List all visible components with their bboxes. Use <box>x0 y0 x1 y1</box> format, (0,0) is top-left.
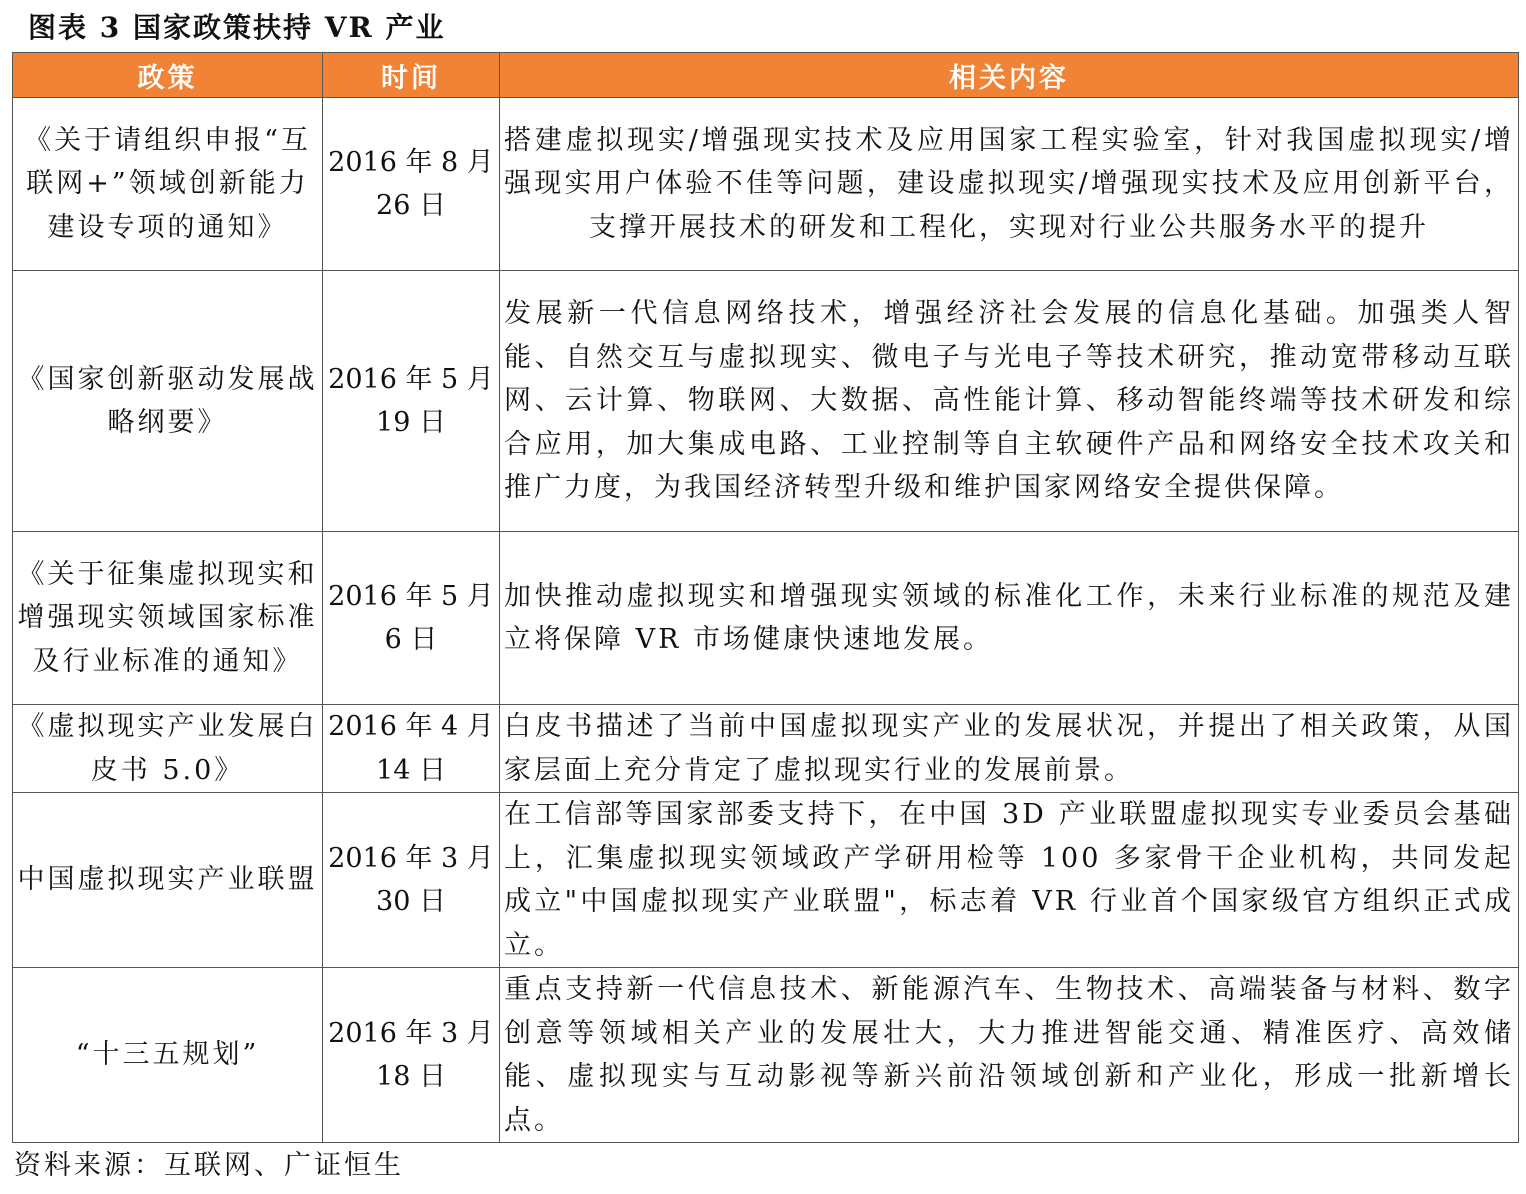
content-cell: 搭建虚拟现实/增强现实技术及应用国家工程实验室，针对我国虚拟现实/增强现实用户体验不佳等问题，建设虚拟现实/增强现实技术及应用创新平台，支撑开展技术的研发和工程化，实现对行业公共服务水平的提升 <box>500 98 1519 271</box>
time-cell: 2016 年 3 月 30 日 <box>323 793 500 968</box>
policy-cell: 《国家创新驱动发展战略纲要》 <box>13 271 323 532</box>
content-cell: 发展新一代信息网络技术，增强经济社会发展的信息化基础。加强类人智能、自然交互与虚拟现实、微电子与光电子等技术研究，推动宽带移动互联网、云计算、物联网、大数据、高性能计算、移动智能终端等技术研发和综合应用，加大集成电路、工业控制等自主软硬件产品和网络安全技术攻关和推广力度，为我国经济转型升级和维护国家网络安全提供保障。 <box>500 271 1519 532</box>
policy-cell: 《关于征集虚拟现实和增强现实领域国家标准及行业标准的通知》 <box>13 532 323 705</box>
table-row <box>13 271 1519 532</box>
policy-cell: “十三五规划” <box>13 968 323 1143</box>
header-content: 相关内容 <box>500 53 1519 98</box>
table-row <box>13 532 1519 705</box>
time-cell: 2016 年 5 月 6 日 <box>323 532 500 705</box>
time-cell: 2016 年 3 月 18 日 <box>323 968 500 1143</box>
policy-cell: 《关于请组织申报“互联网+”领域创新能力建设专项的通知》 <box>13 98 323 271</box>
content-cell: 在工信部等国家部委支持下，在中国 3D 产业联盟虚拟现实专业委员会基础上，汇集虚拟现实领域政产学研用检等 100 多家骨干企业机构，共同发起成立"中国虚拟现实产业联盟"，标志着 VR 行业首个国家级官方组织正式成立。 <box>500 793 1519 968</box>
policy-cell: 《虚拟现实产业发展白皮书 5.0》 <box>13 705 323 793</box>
policy-cell: 中国虚拟现实产业联盟 <box>13 793 323 968</box>
content-cell: 加快推动虚拟现实和增强现实领域的标准化工作，未来行业标准的规范及建立将保障 VR 市场健康快速地发展。 <box>500 532 1519 705</box>
time-cell: 2016 年 5 月 19 日 <box>323 271 500 532</box>
table-row <box>13 705 1519 793</box>
figure-caption: 图表 3 国家政策扶持 VR 产业 <box>28 11 446 44</box>
table-row <box>13 98 1519 271</box>
time-cell: 2016 年 4 月 14 日 <box>323 705 500 793</box>
table-row <box>13 968 1519 1143</box>
policy-table <box>12 52 1519 1143</box>
time-cell: 2016 年 8 月 26 日 <box>323 98 500 271</box>
source-note: 资料来源：互联网、广证恒生 <box>14 1150 404 1181</box>
table-header-row <box>13 53 1519 98</box>
header-time: 时间 <box>323 53 500 98</box>
content-cell: 重点支持新一代信息技术、新能源汽车、生物技术、高端装备与材料、数字创意等领域相关产业的发展壮大，大力推进智能交通、精准医疗、高效储能、虚拟现实与互动影视等新兴前沿领域创新和产业化，形成一批新增长点。 <box>500 968 1519 1143</box>
header-policy: 政策 <box>13 53 323 98</box>
table-row <box>13 793 1519 968</box>
content-cell: 白皮书描述了当前中国虚拟现实产业的发展状况，并提出了相关政策，从国家层面上充分肯定了虚拟现实行业的发展前景。 <box>500 705 1519 793</box>
